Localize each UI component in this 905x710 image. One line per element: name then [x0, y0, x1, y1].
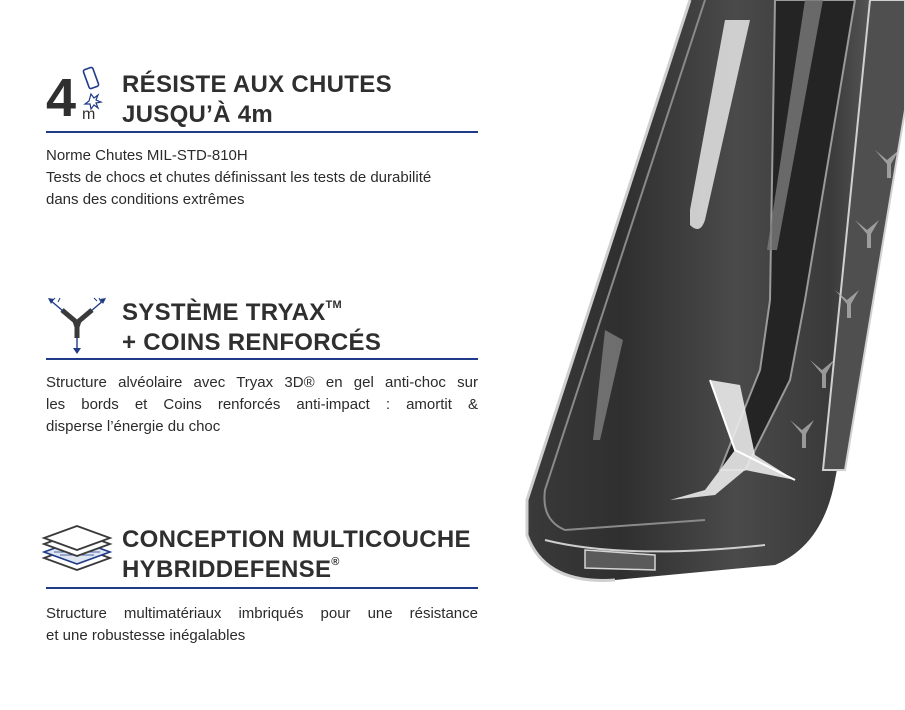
feature-drop-resistance — [46, 64, 478, 208]
product-image — [505, 0, 905, 605]
feature-title — [122, 298, 381, 358]
title-text: HYBRIDDEFENSE — [122, 556, 332, 583]
drop-test-icon — [46, 64, 110, 129]
feature-multilayer — [46, 522, 478, 644]
title-text: SYSTÈME TRYAX — [122, 299, 326, 326]
desc-line: Tests de chocs et chutes définissant les tests de durabilité — [46, 169, 432, 186]
desc-line: Norme Chutes MIL-STD-810H — [46, 147, 248, 164]
divider — [46, 131, 478, 133]
feature-tryax — [46, 294, 478, 435]
trademark-mark: TM — [325, 299, 342, 311]
drop-height-number: 4 — [46, 68, 77, 124]
feature-description — [46, 603, 478, 647]
title-line — [122, 555, 471, 585]
feature-description — [46, 145, 478, 211]
drop-height-unit: m — [82, 106, 96, 123]
desc-line: Structure multimatériaux imbriqués pour une résistance — [46, 605, 478, 622]
feature-title — [122, 525, 471, 585]
desc-line: dans des conditions extrêmes — [46, 191, 245, 208]
divider — [46, 358, 478, 360]
title-line — [122, 298, 381, 328]
title-line: CONCEPTION MULTICOUCHE — [122, 526, 471, 553]
registered-mark: ® — [331, 556, 340, 568]
title-line: JUSQU’À 4m — [122, 101, 274, 128]
desc-line: les bords et Coins renforcés anti-impact : amortit & — [46, 396, 478, 413]
title-line: + COINS RENFORCÉS — [122, 329, 382, 356]
tryax-icon — [46, 294, 108, 361]
layers-icon — [40, 524, 114, 579]
divider — [46, 587, 478, 589]
desc-line: et une robustesse inégalables — [46, 627, 246, 644]
desc-line: Structure alvéolaire avec Tryax 3D® en gel anti-choc sur — [46, 374, 478, 391]
desc-line: disperse l’énergie du choc — [46, 418, 221, 435]
feature-description — [46, 372, 478, 438]
feature-title — [122, 70, 392, 130]
title-line: RÉSISTE AUX CHUTES — [122, 71, 392, 98]
